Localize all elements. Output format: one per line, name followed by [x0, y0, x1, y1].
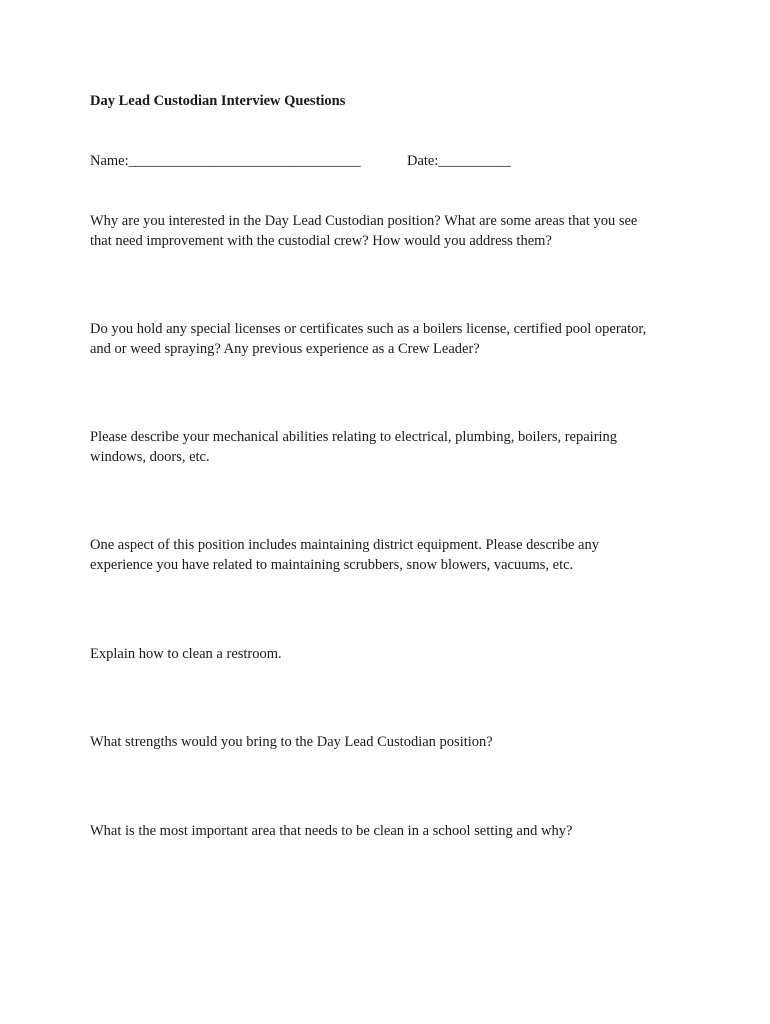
- question-1: [90, 211, 690, 251]
- date-field: Date:__________: [407, 153, 511, 169]
- question-4: [90, 535, 690, 575]
- question-line: What strengths would you bring to the Day Lead Custodian position?: [90, 734, 493, 750]
- question-line: One aspect of this position includes maintaining district equipment. Please describe any: [90, 537, 599, 553]
- question-line: experience you have related to maintaining scrubbers, snow blowers, vacuums, etc.: [90, 557, 574, 573]
- question-line: windows, doors, etc.: [90, 449, 210, 465]
- question-line: that need improvement with the custodial crew? How would you address them?: [90, 233, 552, 249]
- question-line: Explain how to clean a restroom.: [90, 646, 282, 662]
- question-3: [90, 427, 690, 467]
- question-line: Do you hold any special licenses or certificates such as a boilers license, certified pool operator,: [90, 321, 647, 337]
- name-field: Name:________________________________: [90, 153, 361, 169]
- document-title: Day Lead Custodian Interview Questions: [90, 93, 346, 109]
- question-5: [90, 644, 690, 664]
- question-7: [90, 821, 690, 841]
- question-line: and or weed spraying? Any previous experience as a Crew Leader?: [90, 341, 480, 357]
- question-line: Why are you interested in the Day Lead Custodian position? What are some areas that you see: [90, 213, 638, 229]
- question-line: Please describe your mechanical abilities relating to electrical, plumbing, boilers, repairing: [90, 429, 618, 445]
- question-line: What is the most important area that needs to be clean in a school setting and why?: [90, 823, 573, 839]
- question-6: [90, 732, 690, 752]
- question-2: [90, 319, 690, 359]
